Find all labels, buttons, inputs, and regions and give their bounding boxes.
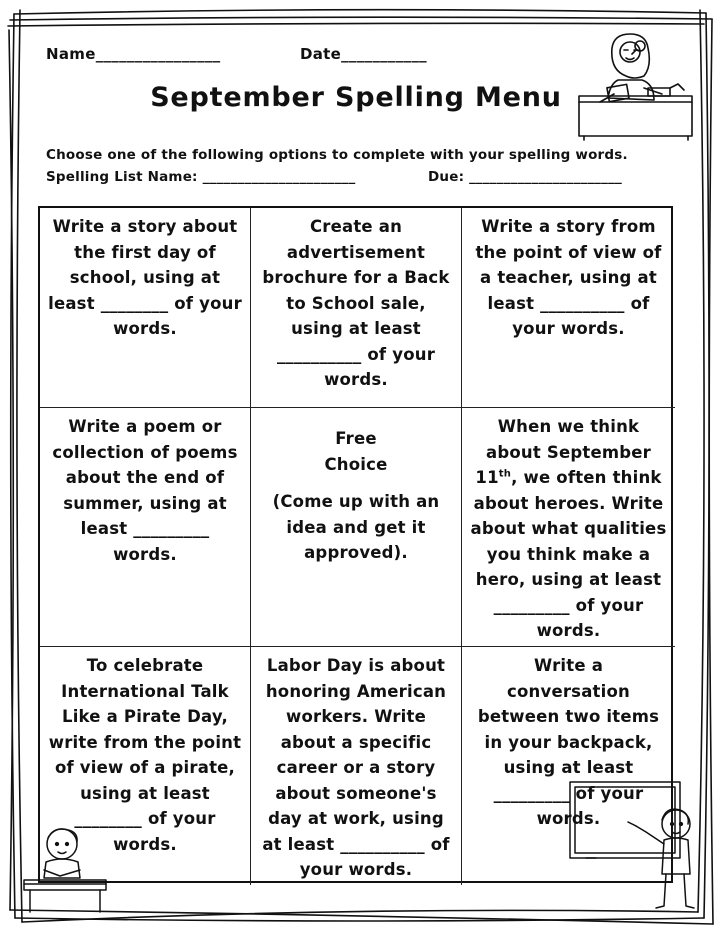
due-label: Due: (428, 169, 465, 185)
date-blank[interactable]: ___________ (341, 45, 427, 63)
menu-cell-advertisement[interactable] (251, 208, 462, 408)
child-reading-illustration-icon (22, 822, 114, 914)
menu-cell-text: Write a story about the first day of school, using at least ________ of your words. (48, 217, 242, 338)
free-choice-title: Free Choice (324, 429, 388, 474)
name-blank[interactable]: ________________ (95, 45, 221, 63)
menu-cell-text: When we think about September 11th, we often think about heroes. Write about what qualities you think make a hero, using at least _________ of your words. (470, 417, 667, 640)
due-blank[interactable]: ______________________ (469, 169, 622, 185)
page-title: September Spelling Menu (150, 82, 562, 113)
spelling-list-label: Spelling List Name: (46, 169, 198, 185)
instructions: Choose one of the following options to complete with your spelling words. (46, 147, 628, 163)
name-label: Name (46, 45, 96, 63)
menu-cell-text: Create an advertisement brochure for a Back to School sale, using at least __________ of your words. (262, 217, 450, 389)
menu-cell-text: Write a conversation between two items in your backpack, using at least _________ of your words. (477, 656, 660, 828)
menu-cell-heroes[interactable] (462, 408, 675, 647)
due-field[interactable] (428, 169, 622, 185)
date-label: Date (300, 45, 342, 63)
spelling-list-blank[interactable]: ______________________ (202, 169, 356, 185)
name-field[interactable] (46, 45, 221, 63)
menu-cell-first-day-story[interactable] (40, 208, 251, 408)
menu-cell-labor-day[interactable] (251, 647, 462, 885)
menu-cell-teacher-view[interactable] (462, 208, 675, 408)
menu-cell-text: Labor Day is about honoring American workers. Write about a specific career or a story about someone's day at work, using at least __________ of your words. (262, 656, 450, 879)
boy-chalkboard-illustration-icon (566, 778, 702, 918)
teacher-illustration-icon (574, 28, 700, 142)
menu-cell-text: Write a story from the point of view of a teacher, using at least __________ of your words. (475, 217, 662, 338)
menu-cell-text: To celebrate International Talk Like a Pirate Day, write from the point of view of a pirate, using at least ________ of your words. (48, 656, 242, 854)
menu-cell-text: Write a poem or collection of poems about the end of summer, using at least _________ words. (52, 417, 238, 564)
date-field[interactable] (300, 45, 427, 63)
menu-cell-poem[interactable] (40, 408, 251, 647)
free-choice-note: (Come up with an idea and get it approved). (272, 492, 440, 562)
spelling-list-field[interactable] (46, 169, 355, 185)
menu-cell-free-choice[interactable] (251, 408, 462, 647)
